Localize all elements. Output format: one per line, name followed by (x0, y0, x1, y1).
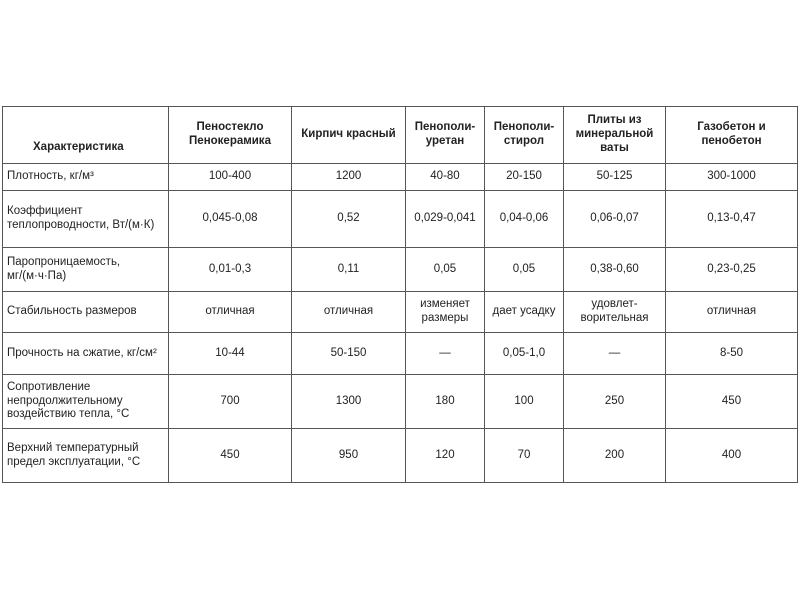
table-cell: 0,05-1,0 (485, 333, 564, 375)
table-row (3, 248, 798, 292)
table-cell: 100 (485, 375, 564, 429)
row-label: Верхний температурный предел эксплуатации, °С (3, 429, 169, 483)
table-cell: 0,05 (406, 248, 485, 292)
table-cell: 950 (292, 429, 406, 483)
header-brick: Кирпич красный (292, 107, 406, 164)
header-polystyrene: Пенополи-стирол (485, 107, 564, 164)
table-cell: 0,13-0,47 (666, 191, 798, 248)
table-cell: отличная (666, 292, 798, 333)
properties-table (2, 106, 798, 483)
table-cell: 450 (666, 375, 798, 429)
table-cell: 200 (564, 429, 666, 483)
header-mineral-wool: Плиты из минеральной ваты (564, 107, 666, 164)
row-label: Стабильность размеров (3, 292, 169, 333)
table-row (3, 292, 798, 333)
header-row (3, 107, 798, 164)
row-label: Паропроницаемость, мг/(м·ч·Па) (3, 248, 169, 292)
table-row (3, 333, 798, 375)
table-cell: — (564, 333, 666, 375)
table-cell: 50-150 (292, 333, 406, 375)
table-cell: 1300 (292, 375, 406, 429)
table-cell: удовлет-ворительная (564, 292, 666, 333)
table-cell: 50-125 (564, 164, 666, 191)
header-characteristic: Характеристика (3, 107, 169, 164)
row-label: Плотность, кг/м³ (3, 164, 169, 191)
table-cell: 70 (485, 429, 564, 483)
table-cell: 120 (406, 429, 485, 483)
table-cell: — (406, 333, 485, 375)
table-cell: 0,045-0,08 (169, 191, 292, 248)
row-label: Коэффициент теплопроводности, Вт/(м·К) (3, 191, 169, 248)
header-aerated-concrete: Газобетон и пенобетон (666, 107, 798, 164)
table-row (3, 375, 798, 429)
table-cell: 0,23-0,25 (666, 248, 798, 292)
table-cell: 0,52 (292, 191, 406, 248)
table-cell: 0,029-0,041 (406, 191, 485, 248)
table-row (3, 191, 798, 248)
table-cell: 450 (169, 429, 292, 483)
table-cell: 0,05 (485, 248, 564, 292)
table-cell: 100-400 (169, 164, 292, 191)
table-cell: 40-80 (406, 164, 485, 191)
table-cell: дает усадку (485, 292, 564, 333)
table-cell: 10-44 (169, 333, 292, 375)
table-cell: 250 (564, 375, 666, 429)
table-cell: 0,04-0,06 (485, 191, 564, 248)
table-cell: 400 (666, 429, 798, 483)
table-cell: 180 (406, 375, 485, 429)
table-cell: отличная (292, 292, 406, 333)
table-row (3, 429, 798, 483)
table-cell: 0,06-0,07 (564, 191, 666, 248)
table-cell: 1200 (292, 164, 406, 191)
table-cell: 0,11 (292, 248, 406, 292)
row-label: Прочность на сжатие, кг/см² (3, 333, 169, 375)
header-polyurethane: Пенополи-уретан (406, 107, 485, 164)
table-cell: 0,38-0,60 (564, 248, 666, 292)
table-cell: 0,01-0,3 (169, 248, 292, 292)
table-row (3, 164, 798, 191)
table-cell: 20-150 (485, 164, 564, 191)
header-foam-glass: Пеностекло Пенокерамика (169, 107, 292, 164)
table-cell: 8-50 (666, 333, 798, 375)
table-cell: 300-1000 (666, 164, 798, 191)
table-cell: 700 (169, 375, 292, 429)
table-cell: отличная (169, 292, 292, 333)
row-label: Сопротивление непродолжительному воздействию тепла, °С (3, 375, 169, 429)
table-cell: изменяет размеры (406, 292, 485, 333)
